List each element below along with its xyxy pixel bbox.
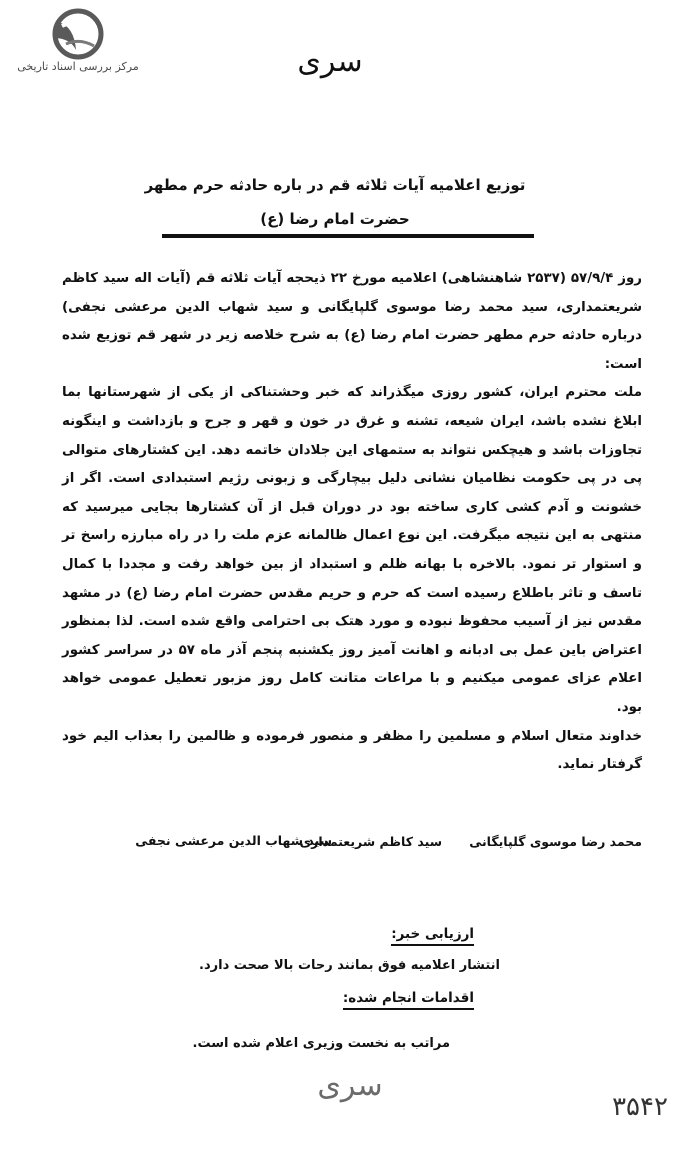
actions-heading	[343, 990, 474, 1010]
document-title: توزیع اعلامیه آیات ثلاثه قم در باره حادثه حرم مطهر حضرت امام رضا (ع)	[144, 176, 526, 228]
paragraph-intro: روز ۵۷/۹/۴ (۲۵۳۷ شاهنشاهی) اعلامیه مورخ ۲۲ ذیحجه آیات ثلاثه قم (آیات اله سید کاظم شریعتمداری، سید محمد رضا موسوی گلپایگانی و سید شهاب الدین مرعشی نجفی) درباره حادثه حرم مطهر حضرت امام رضا (ع) به شرح خلاصه زیر در شهر قم توزیع شده است:	[62, 271, 643, 372]
actions-heading-underline	[343, 1008, 474, 1010]
signatory-golpayegani: محمد رضا موسوی گلپایگانی	[469, 834, 642, 849]
classification-stamp-bottom: سری	[317, 1068, 383, 1103]
document-body	[62, 265, 642, 780]
title-underline	[162, 234, 534, 238]
signatory-shariatmadari: سید کاظم شریعتمداری	[299, 834, 442, 849]
page-number: ۳۵۴۲	[612, 1092, 668, 1122]
signatures	[62, 828, 642, 888]
classification-stamp-top: سری	[297, 44, 363, 79]
signatory-marashi: سید شهاب الدین مرعشی نجفی	[135, 833, 332, 848]
actions-heading-text: اقدامات انجام شده:	[342, 990, 474, 1006]
assessment-text: انتشار اعلامیه فوق بمانند رحات بالا صحت دارد.	[199, 958, 500, 973]
paragraph-closing: خداوند متعال اسلام و مسلمین را مظفر و منصور فرموده و ظالمین را بعذاب الیم خود گرفتار نماید.	[62, 728, 642, 773]
assessment-heading	[391, 926, 474, 946]
assessment-heading-underline	[391, 944, 474, 946]
archive-caption: مرکز بررسی اسناد تاریخی	[17, 60, 139, 73]
actions-text: مراتب به نخست وزیری اعلام شده است.	[192, 1036, 450, 1051]
paragraph-main: ملت محترم ایران، کشور روزی میگذراند که خبر وحشتناکی از یکی از شهرستانها بما ابلاغ نشده باشد، ایران شیعه، تشنه و غرق در خون و قهر و جرح و بازداشت و اینگونه تجاوزات باشد و هیچکس نتواند به ستمهای این جلادان خاتمه دهد. این کشتارهای متوالی پی در پی حکومت نظامیان نشانی دلیل بیچارگی و زبونی رژیم استبدادی است. اگر از خشونت و آدم کشی کاری ساخته بود در دوران قبل از آن کشتارها بجایی میرسید که منتهی به این نتیجه میگرفت. این نوع اعمال ظالمانه عزم ملت را در راه مبارزه راسخ تر و استوار تر نمود. بالاخره با بهانه ظلم و استبداد از بین خواهد رفت و مجددا با کمال تاسف و تاثر باطلاع رسیده است که حرم و حریم مقدس حضرت امام رضا (ع) در مشهد مقدس نیز از آسیب محفوظ نبوده و مورد هتک بی احترامی واقع شده است. لذا بمنظور اعتراض باین عمل بی ادبانه و اهانت آمیز روز یکشنبه پنجم آذر ماه ۵۷ در سراسر کشور اعلام عزای عمومی میکنیم و با مراعات متانت کامل روز مزبور تعطیل عمومی خواهد بود.	[62, 385, 643, 715]
assessment-heading-text: ارزیابی خبر:	[391, 926, 474, 942]
archive-logo-icon	[44, 8, 104, 60]
